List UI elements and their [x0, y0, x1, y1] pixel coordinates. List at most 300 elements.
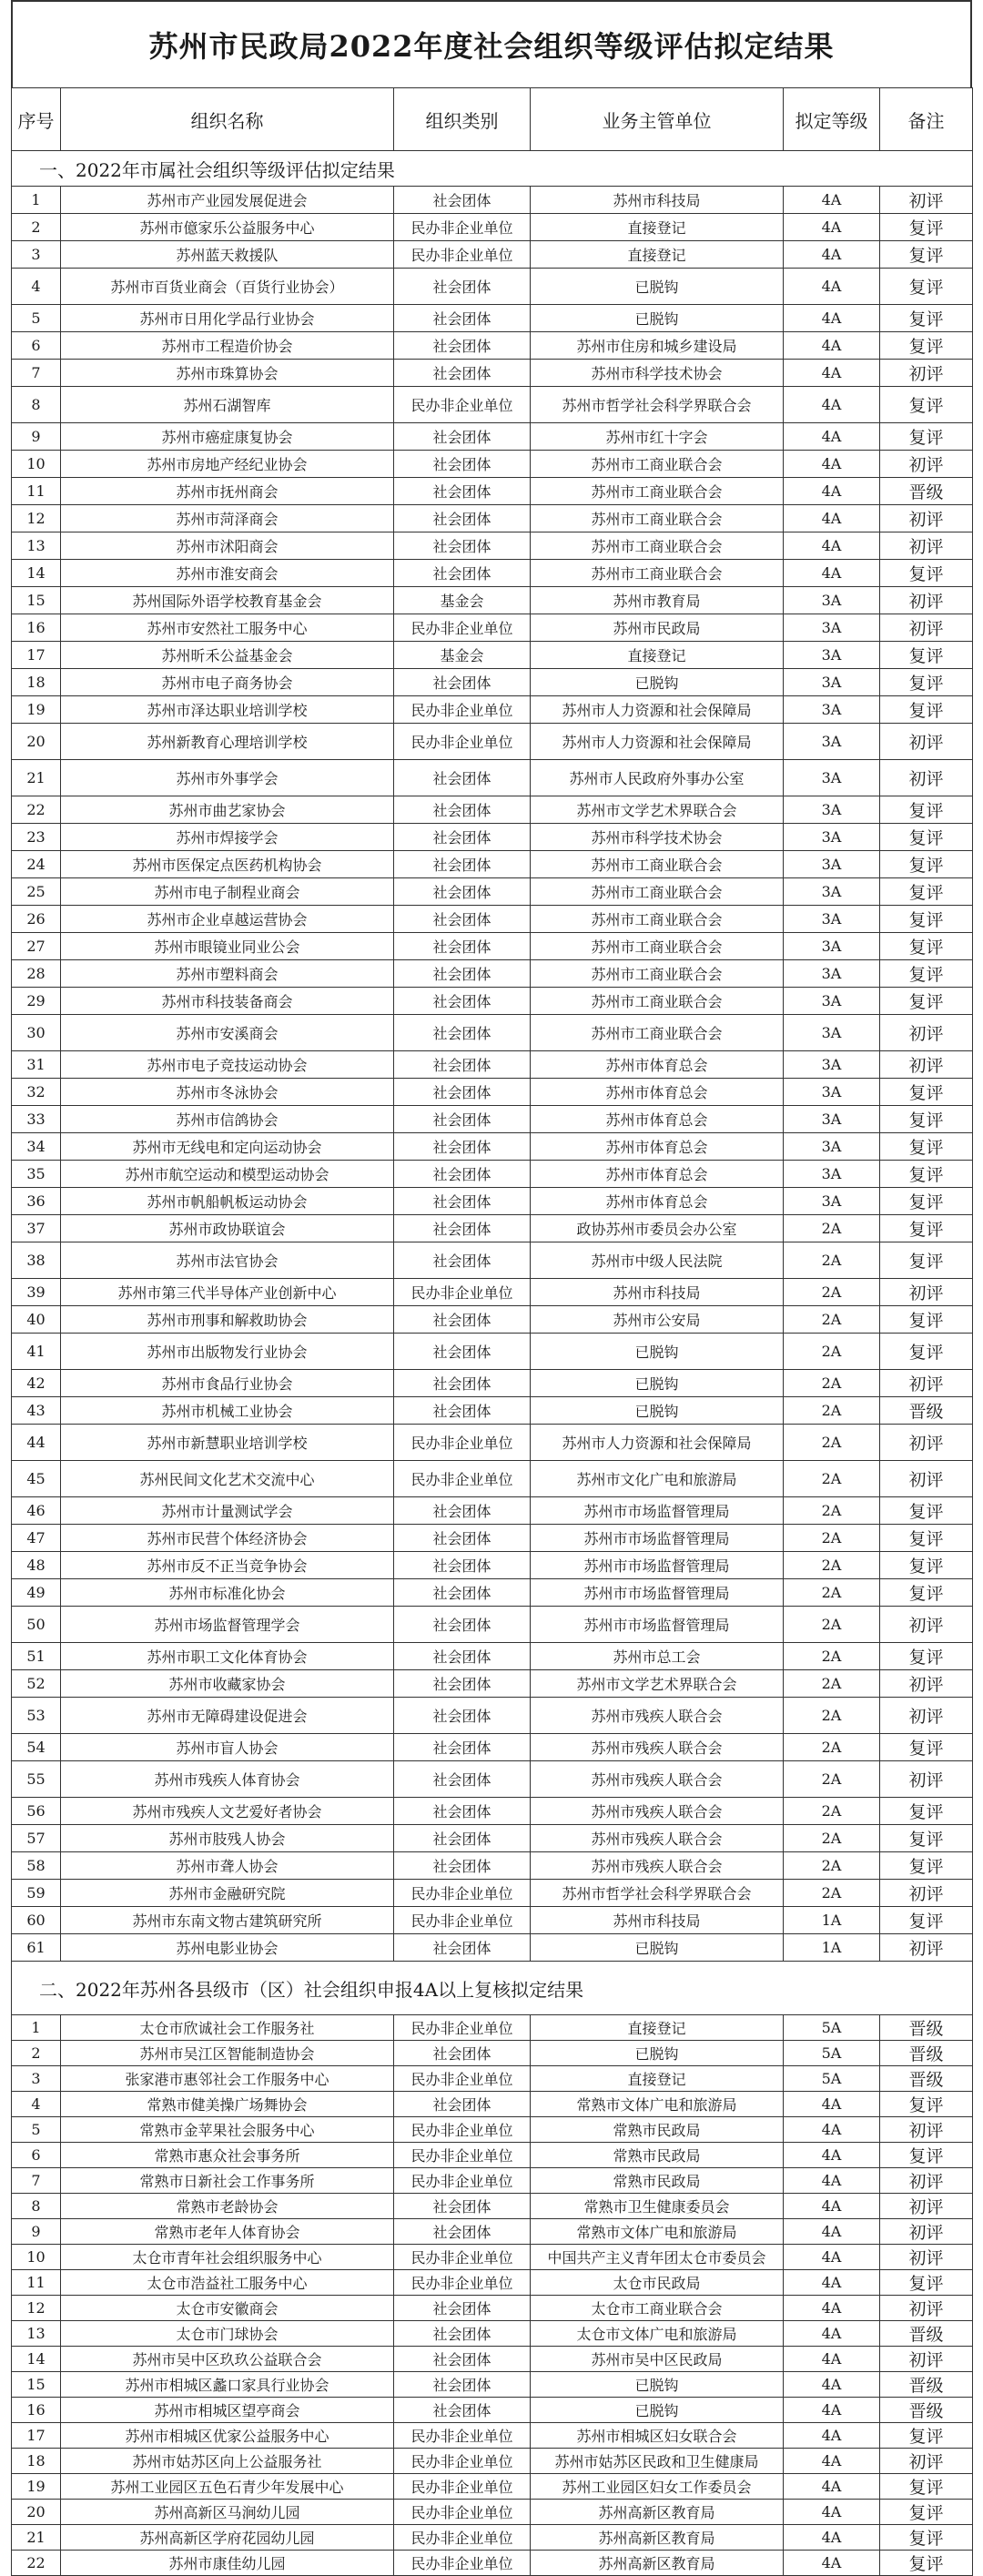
- org-name: 苏州市塑料商会: [61, 960, 394, 988]
- note: 晋级: [880, 2321, 973, 2347]
- org-name: 苏州市日用化学品行业协会: [61, 305, 394, 332]
- row-index: 14: [12, 560, 61, 587]
- org-type: 社会团体: [394, 305, 531, 332]
- table-row: [12, 2219, 973, 2245]
- table-row: [12, 1761, 973, 1798]
- table-row: [12, 2168, 973, 2194]
- header-org-type: 组织类别: [394, 88, 531, 151]
- row-index: 4: [12, 2092, 61, 2117]
- row-index: 10: [12, 2245, 61, 2270]
- row-index: 55: [12, 1761, 61, 1798]
- table-row: [12, 1051, 973, 1079]
- org-name: 苏州市康佳幼儿园: [61, 2551, 394, 2576]
- note: 复评: [880, 2551, 973, 2576]
- row-index: 50: [12, 1607, 61, 1643]
- org-name: 苏州市东南文物古建筑研究所: [61, 1907, 394, 1934]
- supervisor: 苏州市住房和城乡建设局: [531, 332, 784, 360]
- grade: 2A: [784, 1643, 880, 1670]
- grade: 3A: [784, 587, 880, 614]
- table-row: [12, 1461, 973, 1497]
- org-name: 常熟市惠众社会事务所: [61, 2143, 394, 2168]
- table-row: [12, 669, 973, 696]
- results-table: [11, 87, 973, 2576]
- note: 晋级: [880, 2398, 973, 2423]
- supervisor: 苏州市科学技术协会: [531, 360, 784, 387]
- org-name: 苏州市科技装备商会: [61, 988, 394, 1015]
- row-index: 9: [12, 2219, 61, 2245]
- row-index: 16: [12, 614, 61, 642]
- supervisor: 苏州市人民政府外事办公室: [531, 760, 784, 796]
- supervisor: 苏州市工商业联合会: [531, 878, 784, 906]
- supervisor: 苏州市公安局: [531, 1306, 784, 1334]
- note: 复评: [880, 2500, 973, 2525]
- note: 复评: [880, 2525, 973, 2551]
- supervisor: 苏州市人力资源和社会保障局: [531, 1425, 784, 1461]
- grade: 4A: [784, 2423, 880, 2449]
- supervisor: 常熟市文体广电和旅游局: [531, 2219, 784, 2245]
- org-name: 苏州电影业协会: [61, 1934, 394, 1962]
- supervisor: 苏州市市场监督管理局: [531, 1552, 784, 1579]
- table-row: [12, 1242, 973, 1279]
- org-name: 苏州市安溪商会: [61, 1015, 394, 1051]
- row-index: 43: [12, 1397, 61, 1425]
- table-row: [12, 2015, 973, 2041]
- org-type: 基金会: [394, 642, 531, 669]
- table-row: [12, 760, 973, 796]
- table-row: [12, 187, 973, 214]
- supervisor: 苏州市残疾人联合会: [531, 1798, 784, 1825]
- table-row: [12, 2194, 973, 2219]
- org-name: 苏州市反不正当竞争协会: [61, 1552, 394, 1579]
- row-index: 7: [12, 360, 61, 387]
- org-type: 民办非企业单位: [394, 614, 531, 642]
- supervisor: 苏州市相城区妇女联合会: [531, 2423, 784, 2449]
- note: 晋级: [880, 2066, 973, 2092]
- org-type: 社会团体: [394, 2398, 531, 2423]
- row-index: 30: [12, 1015, 61, 1051]
- grade: 4A: [784, 2092, 880, 2117]
- org-type: 民办非企业单位: [394, 2066, 531, 2092]
- note: 复评: [880, 2423, 973, 2449]
- row-index: 31: [12, 1051, 61, 1079]
- org-name: 苏州市信鸽协会: [61, 1106, 394, 1133]
- org-name: 苏州新教育心理培训学校: [61, 724, 394, 760]
- grade: 4A: [784, 560, 880, 587]
- note: 复评: [880, 1579, 973, 1607]
- org-type: 基金会: [394, 587, 531, 614]
- grade: 4A: [784, 2525, 880, 2551]
- note: 复评: [880, 1825, 973, 1852]
- org-name: 苏州市淮安商会: [61, 560, 394, 587]
- note: 初评: [880, 1051, 973, 1079]
- row-index: 4: [12, 269, 61, 305]
- header-grade: 拟定等级: [784, 88, 880, 151]
- supervisor: 苏州市总工会: [531, 1643, 784, 1670]
- org-name: 苏州市政协联谊会: [61, 1215, 394, 1242]
- org-type: 社会团体: [394, 933, 531, 960]
- supervisor: 已脱钩: [531, 669, 784, 696]
- org-type: 民办非企业单位: [394, 2525, 531, 2551]
- org-name: 苏州市电子竞技运动协会: [61, 1051, 394, 1079]
- supervisor: 常熟市民政局: [531, 2117, 784, 2143]
- row-index: 27: [12, 933, 61, 960]
- supervisor: 常熟市民政局: [531, 2168, 784, 2194]
- org-type: 社会团体: [394, 669, 531, 696]
- note: 复评: [880, 1215, 973, 1242]
- note: 复评: [880, 423, 973, 451]
- grade: 4A: [784, 214, 880, 241]
- supervisor: 苏州市残疾人联合会: [531, 1825, 784, 1852]
- org-type: 社会团体: [394, 2372, 531, 2398]
- note: 复评: [880, 1525, 973, 1552]
- org-type: 社会团体: [394, 1579, 531, 1607]
- grade: 3A: [784, 1015, 880, 1051]
- supervisor: 苏州市残疾人联合会: [531, 1698, 784, 1734]
- table-row: [12, 2296, 973, 2321]
- table-row: [12, 1798, 973, 1825]
- grade: 2A: [784, 1698, 880, 1734]
- grade: 1A: [784, 1907, 880, 1934]
- org-type: 社会团体: [394, 2296, 531, 2321]
- supervisor: 苏州高新区教育局: [531, 2525, 784, 2551]
- table-row: [12, 1370, 973, 1397]
- org-name: 苏州市泽达职业培训学校: [61, 696, 394, 724]
- org-type: 社会团体: [394, 1825, 531, 1852]
- note: 复评: [880, 851, 973, 878]
- grade: 4A: [784, 387, 880, 423]
- org-type: 民办非企业单位: [394, 1425, 531, 1461]
- org-name: 苏州市肢残人协会: [61, 1825, 394, 1852]
- org-type: 社会团体: [394, 851, 531, 878]
- table-row: [12, 2449, 973, 2474]
- supervisor: 直接登记: [531, 2066, 784, 2092]
- note: 初评: [880, 2245, 973, 2270]
- supervisor: 直接登记: [531, 214, 784, 241]
- grade: 2A: [784, 1242, 880, 1279]
- supervisor: 苏州市哲学社会科学界联合会: [531, 387, 784, 423]
- supervisor: 苏州市工商业联合会: [531, 478, 784, 505]
- org-name: 苏州高新区马涧幼儿园: [61, 2500, 394, 2525]
- table-row: [12, 1880, 973, 1907]
- note: 复评: [880, 642, 973, 669]
- row-index: 18: [12, 2449, 61, 2474]
- row-index: 21: [12, 760, 61, 796]
- org-name: 苏州市产业园发展促进会: [61, 187, 394, 214]
- org-type: 社会团体: [394, 532, 531, 560]
- row-index: 49: [12, 1579, 61, 1607]
- grade: 2A: [784, 1334, 880, 1370]
- supervisor: 已脱钩: [531, 1334, 784, 1370]
- supervisor: 苏州高新区教育局: [531, 2551, 784, 2576]
- grade: 2A: [784, 1607, 880, 1643]
- grade: 4A: [784, 269, 880, 305]
- org-type: 社会团体: [394, 505, 531, 532]
- row-index: 51: [12, 1643, 61, 1670]
- org-type: 社会团体: [394, 2219, 531, 2245]
- supervisor: 苏州市市场监督管理局: [531, 1497, 784, 1525]
- header-supervisor: 业务主管单位: [531, 88, 784, 151]
- row-index: 6: [12, 332, 61, 360]
- supervisor: 苏州市文化广电和旅游局: [531, 1461, 784, 1497]
- org-name: 苏州市第三代半导体产业创新中心: [61, 1279, 394, 1306]
- note: 晋级: [880, 2041, 973, 2066]
- org-type: 社会团体: [394, 1934, 531, 1962]
- grade: 3A: [784, 960, 880, 988]
- org-type: 社会团体: [394, 1306, 531, 1334]
- grade: 4A: [784, 2245, 880, 2270]
- org-name: 张家港市惠邻社会工作服务中心: [61, 2066, 394, 2092]
- grade: 3A: [784, 1079, 880, 1106]
- note: 复评: [880, 2474, 973, 2500]
- grade: 4A: [784, 2347, 880, 2372]
- row-index: 26: [12, 906, 61, 933]
- row-index: 52: [12, 1670, 61, 1698]
- org-type: 社会团体: [394, 187, 531, 214]
- note: 晋级: [880, 2372, 973, 2398]
- org-name: 苏州市医保定点医药机构协会: [61, 851, 394, 878]
- row-index: 23: [12, 824, 61, 851]
- supervisor: 苏州市残疾人联合会: [531, 1852, 784, 1880]
- org-type: 社会团体: [394, 1215, 531, 1242]
- supervisor: 苏州市吴中区民政局: [531, 2347, 784, 2372]
- org-name: 苏州市焊接学会: [61, 824, 394, 851]
- row-index: 11: [12, 2270, 61, 2296]
- supervisor: 苏州市体育总会: [531, 1188, 784, 1215]
- grade: 3A: [784, 796, 880, 824]
- org-type: 社会团体: [394, 1525, 531, 1552]
- supervisor: 苏州市姑苏区民政和卫生健康局: [531, 2449, 784, 2474]
- org-name: 苏州民间文化艺术交流中心: [61, 1461, 394, 1497]
- table-row: [12, 2525, 973, 2551]
- org-name: 苏州国际外语学校教育基金会: [61, 587, 394, 614]
- supervisor: 苏州市工商业联合会: [531, 1015, 784, 1051]
- row-index: 5: [12, 305, 61, 332]
- grade: 3A: [784, 724, 880, 760]
- note: 复评: [880, 988, 973, 1015]
- row-index: 34: [12, 1133, 61, 1161]
- grade: 2A: [784, 1670, 880, 1698]
- org-type: 民办非企业单位: [394, 696, 531, 724]
- grade: 4A: [784, 2219, 880, 2245]
- supervisor: 苏州市工商业联合会: [531, 505, 784, 532]
- supervisor: 苏州市人力资源和社会保障局: [531, 696, 784, 724]
- supervisor: 苏州市文学艺术界联合会: [531, 1670, 784, 1698]
- note: 复评: [880, 2092, 973, 2117]
- org-type: 社会团体: [394, 360, 531, 387]
- table-row: [12, 1525, 973, 1552]
- org-name: 苏州市相城区蠡口家具行业协会: [61, 2372, 394, 2398]
- org-name: 苏州昕禾公益基金会: [61, 642, 394, 669]
- grade: 2A: [784, 1525, 880, 1552]
- grade: 2A: [784, 1552, 880, 1579]
- table-row: [12, 360, 973, 387]
- org-name: 苏州市珠算协会: [61, 360, 394, 387]
- table-row: [12, 1497, 973, 1525]
- org-name: 苏州市电子制程业商会: [61, 878, 394, 906]
- org-name: 常熟市日新社会工作事务所: [61, 2168, 394, 2194]
- org-name: 太仓市浩益社工服务中心: [61, 2270, 394, 2296]
- org-name: 苏州市无线电和定向运动协会: [61, 1133, 394, 1161]
- org-name: 苏州市沭阳商会: [61, 532, 394, 560]
- table-row: [12, 2398, 973, 2423]
- org-type: 社会团体: [394, 2321, 531, 2347]
- table-row: [12, 1607, 973, 1643]
- row-index: 38: [12, 1242, 61, 1279]
- note: 复评: [880, 1133, 973, 1161]
- org-name: 苏州市出版物发行业协会: [61, 1334, 394, 1370]
- note: 初评: [880, 2449, 973, 2474]
- grade: 4A: [784, 2551, 880, 2576]
- org-type: 民办非企业单位: [394, 1461, 531, 1497]
- org-name: 苏州市癌症康复协会: [61, 423, 394, 451]
- note: 复评: [880, 1852, 973, 1880]
- table-row: [12, 642, 973, 669]
- supervisor: 苏州市残疾人联合会: [531, 1734, 784, 1761]
- org-name: 苏州市企业卓越运营协会: [61, 906, 394, 933]
- table-row: [12, 960, 973, 988]
- grade: 3A: [784, 824, 880, 851]
- grade: 2A: [784, 1306, 880, 1334]
- note: 晋级: [880, 478, 973, 505]
- org-type: 社会团体: [394, 906, 531, 933]
- grade: 2A: [784, 1734, 880, 1761]
- note: 复评: [880, 1242, 973, 1279]
- supervisor: 太仓市文体广电和旅游局: [531, 2321, 784, 2347]
- org-name: 苏州市眼镜业同业公会: [61, 933, 394, 960]
- grade: 2A: [784, 1215, 880, 1242]
- note: 初评: [880, 724, 973, 760]
- supervisor: 苏州市工商业联合会: [531, 451, 784, 478]
- grade: 3A: [784, 1051, 880, 1079]
- supervisor: 已脱钩: [531, 2372, 784, 2398]
- org-type: 社会团体: [394, 1698, 531, 1734]
- grade: 2A: [784, 1279, 880, 1306]
- note: 复评: [880, 387, 973, 423]
- supervisor: 苏州市科技局: [531, 1907, 784, 1934]
- table-row: [12, 2372, 973, 2398]
- section2-body: [12, 1962, 973, 2576]
- supervisor: 已脱钩: [531, 1934, 784, 1962]
- table-row: [12, 2117, 973, 2143]
- grade: 4A: [784, 187, 880, 214]
- grade: 4A: [784, 305, 880, 332]
- table-row: [12, 2500, 973, 2525]
- note: 初评: [880, 2219, 973, 2245]
- org-name: 苏州市机械工业协会: [61, 1397, 394, 1425]
- note: 初评: [880, 1934, 973, 1962]
- org-name: 苏州市计量测试学会: [61, 1497, 394, 1525]
- row-index: 5: [12, 2117, 61, 2143]
- row-index: 19: [12, 696, 61, 724]
- org-type: 社会团体: [394, 1161, 531, 1188]
- org-type: 社会团体: [394, 1188, 531, 1215]
- org-type: 民办非企业单位: [394, 2449, 531, 2474]
- org-name: 苏州市安然社工服务中心: [61, 614, 394, 642]
- note: 复评: [880, 1161, 973, 1188]
- grade: 3A: [784, 614, 880, 642]
- org-type: 社会团体: [394, 1607, 531, 1643]
- grade: 4A: [784, 2321, 880, 2347]
- org-name: 苏州市残疾人文艺爱好者协会: [61, 1798, 394, 1825]
- row-index: 41: [12, 1334, 61, 1370]
- note: 初评: [880, 2194, 973, 2219]
- supervisor: 苏州市哲学社会科学界联合会: [531, 1880, 784, 1907]
- org-type: 民办非企业单位: [394, 2117, 531, 2143]
- org-type: 社会团体: [394, 796, 531, 824]
- org-name: 常熟市老年人体育协会: [61, 2219, 394, 2245]
- table-row: [12, 532, 973, 560]
- note: 初评: [880, 2168, 973, 2194]
- table-row: [12, 1215, 973, 1242]
- grade: 2A: [784, 1880, 880, 1907]
- supervisor: 苏州市体育总会: [531, 1079, 784, 1106]
- grade: 5A: [784, 2015, 880, 2041]
- note: 复评: [880, 1079, 973, 1106]
- org-type: 民办非企业单位: [394, 2270, 531, 2296]
- note: 复评: [880, 1798, 973, 1825]
- supervisor: 苏州市体育总会: [531, 1133, 784, 1161]
- row-index: 40: [12, 1306, 61, 1334]
- note: 复评: [880, 1334, 973, 1370]
- note: 复评: [880, 1306, 973, 1334]
- note: 初评: [880, 2296, 973, 2321]
- supervisor: 苏州市工商业联合会: [531, 851, 784, 878]
- org-name: 苏州市冬泳协会: [61, 1079, 394, 1106]
- org-name: 苏州市外事学会: [61, 760, 394, 796]
- row-index: 58: [12, 1852, 61, 1880]
- supervisor: 直接登记: [531, 2015, 784, 2041]
- grade: 3A: [784, 696, 880, 724]
- note: 初评: [880, 1698, 973, 1734]
- grade: 1A: [784, 1934, 880, 1962]
- table-row: [12, 387, 973, 423]
- table-row: [12, 824, 973, 851]
- org-type: 社会团体: [394, 1370, 531, 1397]
- table-row: [12, 214, 973, 241]
- header-row: [12, 88, 973, 151]
- section1-heading-row: [12, 151, 973, 187]
- row-index: 35: [12, 1161, 61, 1188]
- row-index: 54: [12, 1734, 61, 1761]
- org-name: 苏州工业园区五色石青少年发展中心: [61, 2474, 394, 2500]
- table-row: [12, 2270, 973, 2296]
- table-row: [12, 505, 973, 532]
- row-index: 15: [12, 2372, 61, 2398]
- row-index: 24: [12, 851, 61, 878]
- org-name: 苏州蓝天救援队: [61, 241, 394, 269]
- supervisor: 苏州市工商业联合会: [531, 560, 784, 587]
- grade: 3A: [784, 906, 880, 933]
- row-index: 57: [12, 1825, 61, 1852]
- table-row: [12, 332, 973, 360]
- row-index: 59: [12, 1880, 61, 1907]
- grade: 4A: [784, 2500, 880, 2525]
- org-name: 苏州石湖智库: [61, 387, 394, 423]
- grade: 3A: [784, 933, 880, 960]
- note: 复评: [880, 269, 973, 305]
- org-type: 社会团体: [394, 1497, 531, 1525]
- grade: 5A: [784, 2066, 880, 2092]
- org-name: 常熟市金苹果社会服务中心: [61, 2117, 394, 2143]
- note: 初评: [880, 1670, 973, 1698]
- org-type: 社会团体: [394, 478, 531, 505]
- org-name: 苏州市房地产经纪业协会: [61, 451, 394, 478]
- supervisor: 太仓市工商业联合会: [531, 2296, 784, 2321]
- org-name: 苏州市億家乐公益服务中心: [61, 214, 394, 241]
- note: 初评: [880, 1461, 973, 1497]
- org-type: 社会团体: [394, 1106, 531, 1133]
- supervisor: 直接登记: [531, 241, 784, 269]
